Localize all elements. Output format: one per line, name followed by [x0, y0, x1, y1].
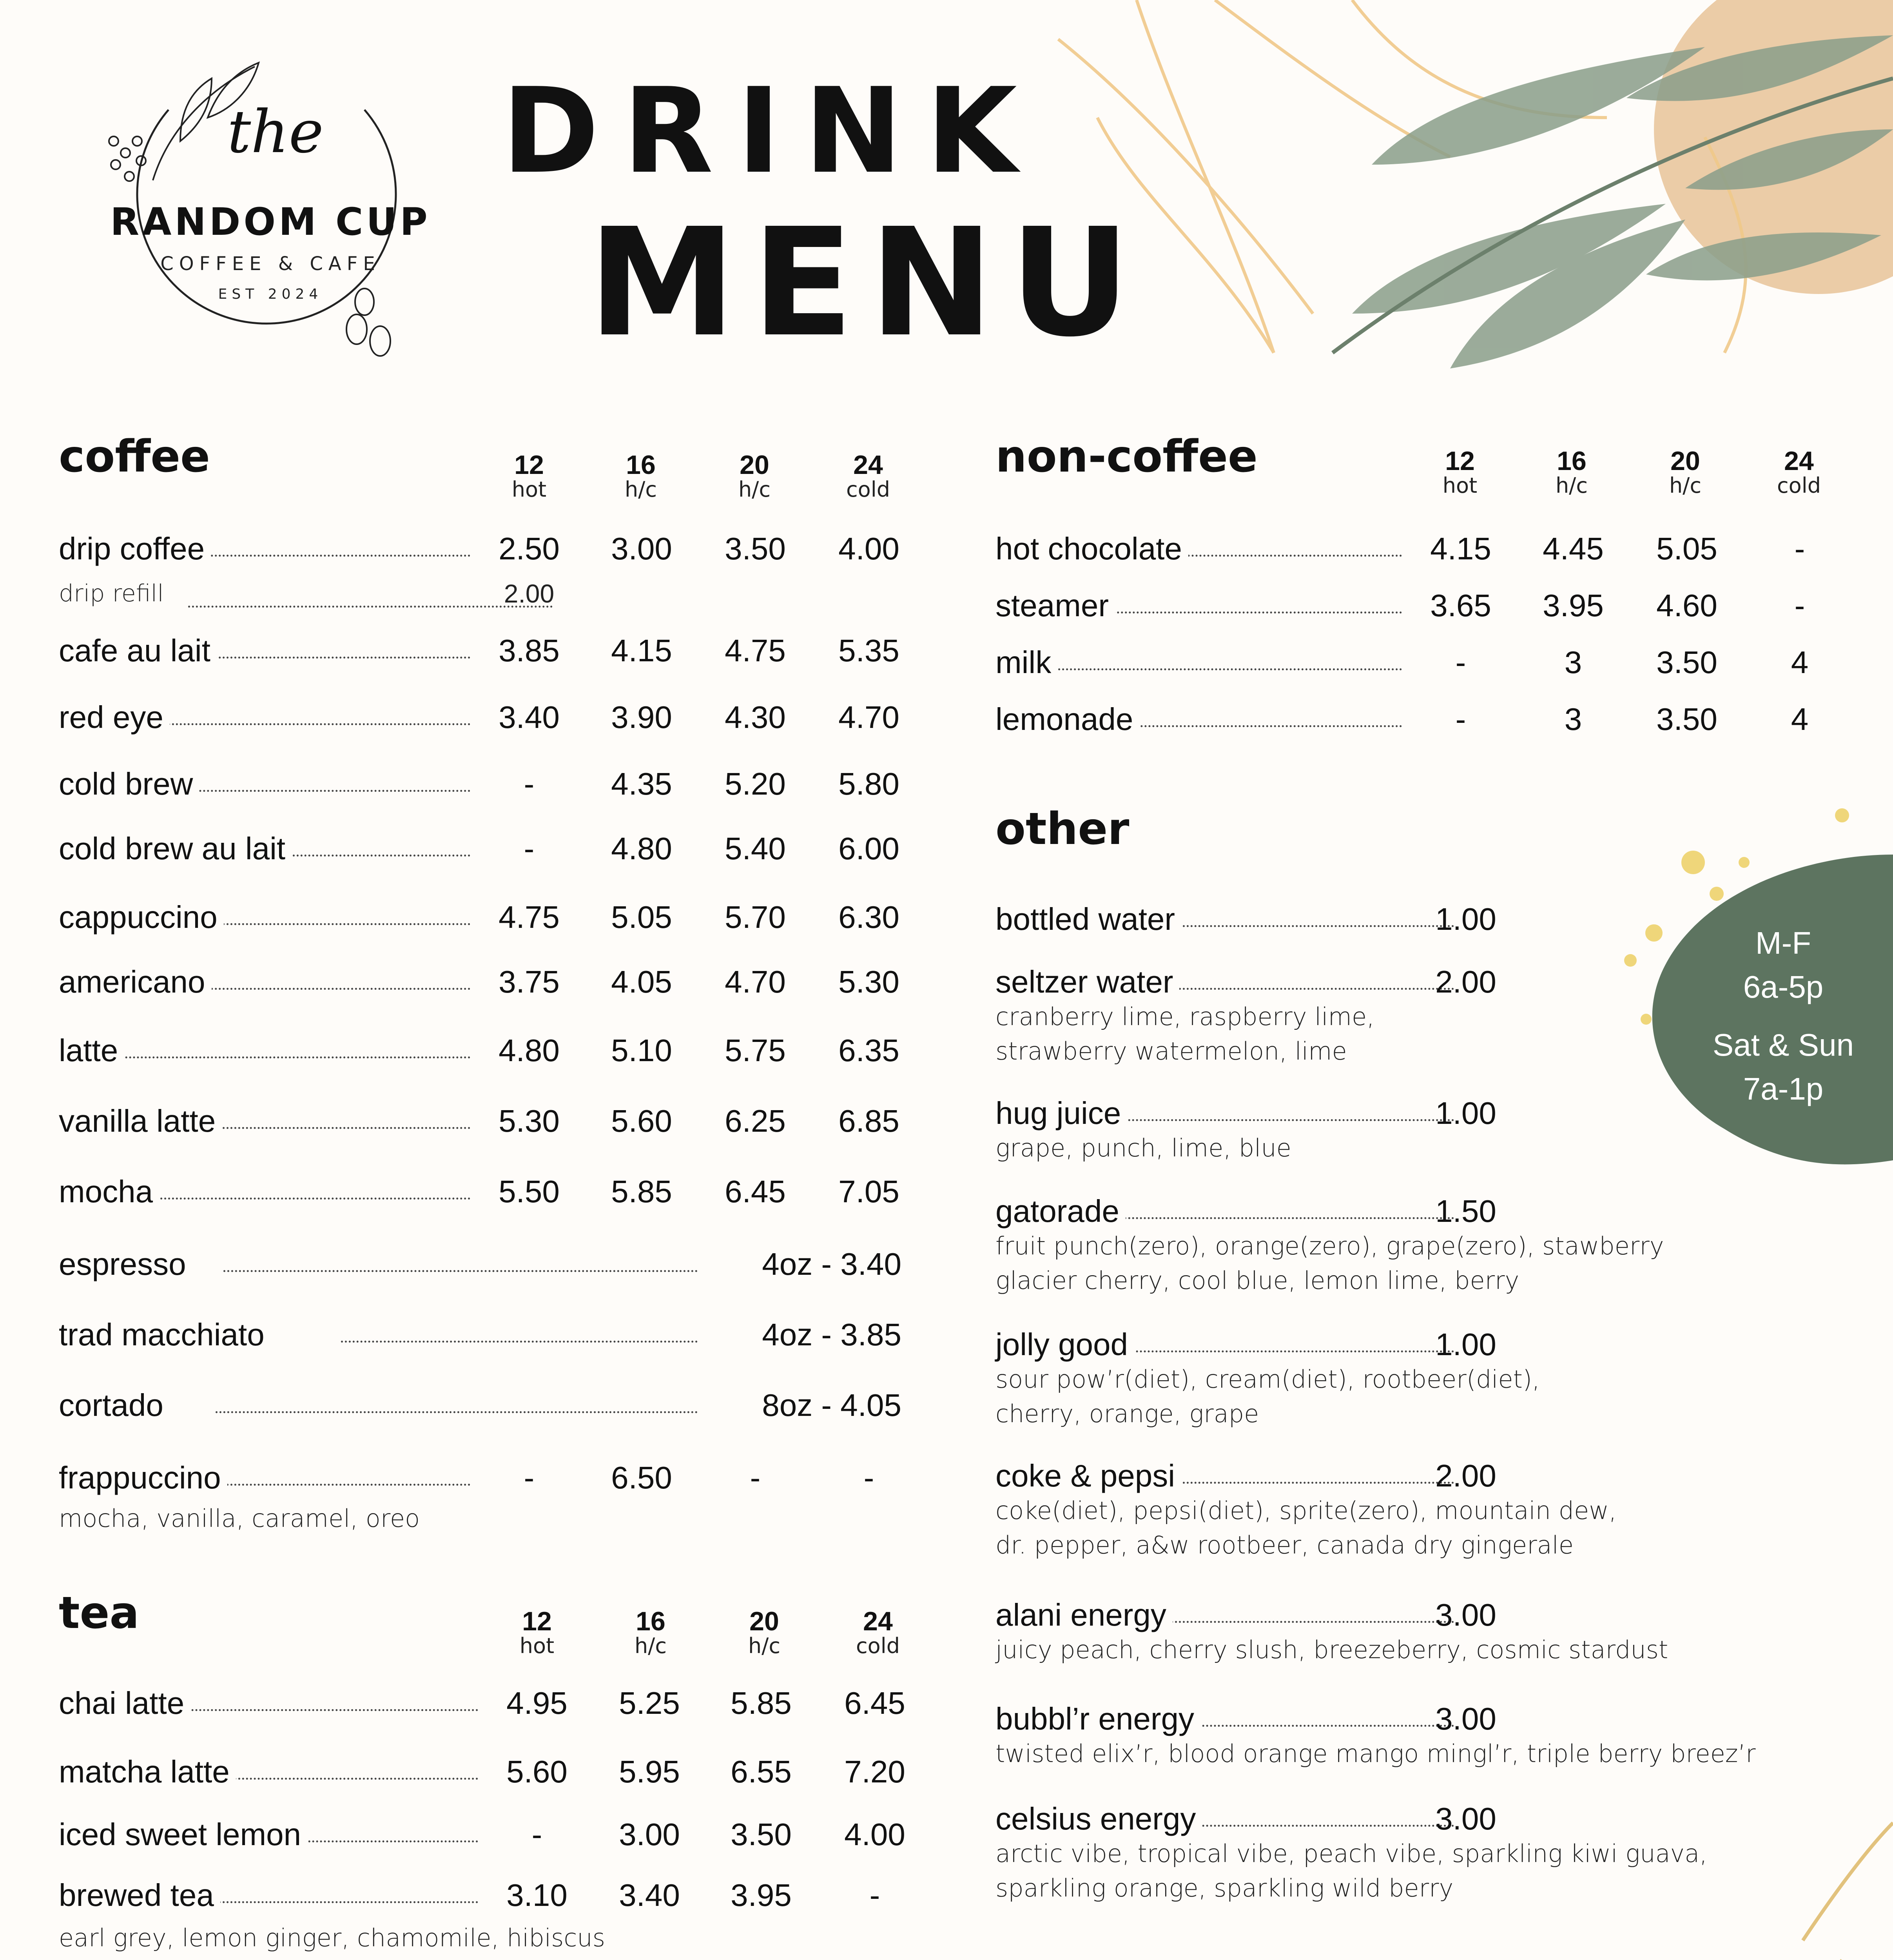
item-price: - — [524, 766, 535, 801]
logo-est: EST 2024 — [218, 286, 323, 302]
item-name: cappuccino — [59, 900, 224, 935]
item-name: hot chocolate — [995, 531, 1188, 566]
leader-dots — [223, 1270, 698, 1272]
title-drink: DRINK — [502, 63, 1041, 200]
leader-dots — [106, 1198, 470, 1200]
item-price: 5.95 — [619, 1754, 680, 1789]
menu-item-coke-pepsi — [995, 1458, 1819, 1494]
item-price: 4.70 — [725, 964, 786, 999]
item-name: brewed tea — [59, 1878, 220, 1913]
item-price: 3.50 — [731, 1817, 792, 1852]
menu-item-cappuccino — [59, 900, 901, 935]
item-price: 2.00 — [1435, 964, 1496, 999]
item-price: 4.15 — [1430, 531, 1491, 566]
coffee-col-16: 16 h/c — [624, 450, 657, 502]
coffee-col-20: 20 h/c — [738, 450, 771, 502]
item-price: - — [869, 1878, 880, 1913]
item-price: 4.00 — [838, 531, 899, 566]
item-price: 3.50 — [1656, 645, 1717, 680]
item-price: 4oz - 3.85 — [762, 1317, 901, 1352]
item-price: 4.30 — [725, 700, 786, 735]
hours-weekday-time: 6a-5p — [1743, 969, 1824, 1004]
brewed-tea-flavors: earl grey, lemon ginger, chamomile, hibiscus — [59, 1924, 606, 1952]
item-price: 3.65 — [1430, 588, 1491, 623]
item-price: 5.85 — [611, 1174, 672, 1209]
item-price: - — [524, 831, 535, 866]
item-price: 3.95 — [731, 1878, 792, 1913]
item-price: 5.25 — [619, 1686, 680, 1720]
menu-item-bubbl-r-energy — [995, 1701, 1819, 1737]
item-price: 3.10 — [506, 1878, 568, 1913]
item-price: 3.85 — [499, 633, 560, 668]
item-description: arctic vibe, tropical vibe, peach vibe, sparkling kiwi guava, — [995, 1839, 1707, 1868]
item-price: 6.45 — [725, 1174, 786, 1209]
item-name: cold brew — [59, 766, 199, 802]
leader-dots — [341, 1341, 698, 1343]
noncoffee-col-16: 16 h/c — [1555, 446, 1588, 498]
frappuccino-flavors: mocha, vanilla, caramel, oreo — [59, 1504, 420, 1533]
menu-item-red-eye — [59, 700, 901, 735]
item-description: sparkling orange, sparkling wild berry — [995, 1874, 1454, 1902]
menu-item-cortado — [59, 1388, 901, 1423]
menu-item-hot-chocolate — [995, 531, 1858, 566]
logo-name: RANDOM CUP — [110, 200, 431, 244]
item-price: 4.70 — [838, 700, 899, 735]
item-price: 3.95 — [1543, 588, 1604, 623]
menu-item-lemonade — [995, 702, 1858, 737]
item-price: 3.50 — [1656, 702, 1717, 737]
item-name: seltzer water — [995, 964, 1179, 1000]
menu-item-alani-energy — [995, 1597, 1819, 1633]
item-name: bottled water — [995, 902, 1181, 937]
menu-item-chai-latte — [59, 1686, 905, 1721]
item-price: 4.05 — [611, 964, 672, 999]
menu-item-hug-juice — [995, 1096, 1819, 1131]
noncoffee-title: non-coffee — [995, 431, 1258, 482]
menu-item-brewed-tea — [59, 1878, 901, 1913]
item-description: dr. pepper, a&w rootbeer, canada dry gingerale — [995, 1531, 1574, 1559]
hours-weekend-days: Sat & Sun — [1712, 1027, 1854, 1062]
item-price: 1.00 — [1435, 902, 1496, 936]
menu-item-frappuccino — [59, 1460, 901, 1495]
menu-item-gatorade — [995, 1194, 1819, 1229]
item-price: 4.35 — [611, 766, 672, 801]
item-price: 1.50 — [1435, 1194, 1496, 1229]
item-price: 6.35 — [838, 1033, 899, 1068]
menu-item-milk — [995, 645, 1858, 680]
tea-col-12: 12 hot — [519, 1606, 555, 1658]
logo-script: the — [227, 98, 324, 166]
title-menu: MENU — [588, 196, 1146, 370]
item-name: iced sweet lemon — [59, 1817, 307, 1852]
item-name: americano — [59, 964, 212, 1000]
item-name: lemonade — [995, 702, 1139, 737]
item-price: 2.50 — [499, 531, 560, 566]
item-price: 4.45 — [1543, 531, 1604, 566]
item-name: trad macchiato — [59, 1317, 271, 1352]
coffee-col-24: 24 cold — [846, 450, 890, 502]
item-price: 3 — [1564, 702, 1582, 737]
item-name: vanilla latte — [59, 1103, 222, 1139]
item-price: - — [531, 1817, 542, 1852]
menu-item-seltzer-water — [995, 964, 1819, 1000]
item-name: drip coffee — [59, 531, 211, 566]
item-name: espresso — [59, 1247, 192, 1282]
item-price: 5.60 — [506, 1754, 568, 1789]
leader-dots — [1043, 668, 1402, 670]
tea-col-16: 16 h/c — [634, 1606, 667, 1658]
item-price: 3.00 — [1435, 1701, 1496, 1736]
item-name: cafe au lait — [59, 633, 217, 668]
item-price: 4.95 — [506, 1686, 568, 1720]
item-price: 3.40 — [619, 1878, 680, 1913]
item-name: milk — [995, 645, 1057, 680]
item-price: 5.50 — [499, 1174, 560, 1209]
leader-dots — [216, 1411, 698, 1413]
menu-item-matcha-latte — [59, 1754, 905, 1789]
menu-item-cafe-au-lait — [59, 633, 901, 668]
coffee-col-12: 12 hot — [511, 450, 547, 502]
item-price: 5.30 — [838, 964, 899, 999]
logo — [90, 31, 443, 368]
menu-item-trad-macchiato — [59, 1317, 901, 1352]
item-price: 4.15 — [611, 633, 672, 668]
item-price: 4 — [1791, 645, 1809, 680]
item-name: latte — [59, 1033, 124, 1068]
item-name: matcha latte — [59, 1754, 236, 1789]
item-price: 3.00 — [611, 531, 672, 566]
item-description: sour pow’r(diet), cream(diet), rootbeer(diet), — [995, 1365, 1540, 1394]
item-price: 5.05 — [611, 900, 672, 935]
item-price: - — [1794, 588, 1805, 623]
item-price: 3.40 — [499, 700, 560, 735]
item-price: 1.00 — [1435, 1327, 1496, 1362]
item-price: 4 — [1791, 702, 1809, 737]
item-price: 3 — [1564, 645, 1582, 680]
item-price: 5.40 — [725, 831, 786, 866]
item-name: bubbl’r energy — [995, 1701, 1200, 1737]
menu-item-vanilla-latte — [59, 1103, 901, 1139]
item-price: 5.80 — [838, 766, 899, 801]
item-price: 7.05 — [838, 1174, 899, 1209]
tea-col-24: 24 cold — [856, 1606, 900, 1658]
item-price: 4.60 — [1656, 588, 1717, 623]
item-price: 5.85 — [731, 1686, 792, 1720]
item-description: strawberry watermelon, lime — [995, 1037, 1347, 1065]
leader-dots — [106, 1056, 470, 1058]
item-price: - — [750, 1460, 761, 1495]
item-price: - — [1455, 702, 1466, 737]
menu-item-cold-brew — [59, 766, 901, 802]
item-description: twisted elix’r, blood orange mango mingl’r, triple berry breez’r — [995, 1739, 1756, 1768]
item-price: 6.50 — [611, 1460, 672, 1495]
item-price: - — [1794, 531, 1805, 566]
item-name: cortado — [59, 1388, 170, 1423]
item-name: celsius energy — [995, 1801, 1202, 1837]
item-name: steamer — [995, 588, 1115, 623]
item-name: jolly good — [995, 1327, 1134, 1362]
item-price: 5.35 — [838, 633, 899, 668]
item-price: 4.80 — [611, 831, 672, 866]
item-price: 5.30 — [499, 1103, 560, 1138]
menu-item-mocha — [59, 1174, 901, 1209]
item-price: 1.00 — [1435, 1096, 1496, 1131]
logo-tagline: COFFEE & CAFE — [160, 253, 381, 275]
menu-item-americano — [59, 964, 901, 1000]
item-price: 4.00 — [844, 1817, 905, 1852]
item-price: 5.70 — [725, 900, 786, 935]
item-price: 4.75 — [499, 900, 560, 935]
menu-item-espresso — [59, 1247, 901, 1282]
item-price: 3.00 — [1435, 1597, 1496, 1632]
item-price: 5.05 — [1656, 531, 1717, 566]
item-description: juicy peach, cherry slush, breezeberry, cosmic stardust — [995, 1635, 1668, 1664]
item-name: gatorade — [995, 1194, 1126, 1229]
item-price: 5.20 — [725, 766, 786, 801]
item-description: glacier cherry, cool blue, lemon lime, berry — [995, 1266, 1519, 1295]
item-price: 3.50 — [725, 531, 786, 566]
menu-item-steamer — [995, 588, 1858, 623]
item-price: - — [863, 1460, 874, 1495]
item-name: red eye — [59, 700, 170, 735]
menu-item-jolly-good — [995, 1327, 1819, 1362]
item-name: cold brew au lait — [59, 831, 292, 866]
item-description: grape, punch, lime, blue — [995, 1134, 1291, 1162]
menu-item-cold-brew-au-lait — [59, 831, 901, 866]
tea-col-20: 20 h/c — [748, 1606, 781, 1658]
item-name: chai latte — [59, 1686, 190, 1721]
item-name: alani energy — [995, 1597, 1173, 1633]
item-price: 5.10 — [611, 1033, 672, 1068]
noncoffee-col-12: 12 hot — [1442, 446, 1478, 498]
item-price: - — [1455, 645, 1466, 680]
item-price: 6.45 — [844, 1686, 905, 1720]
drip-refill-price: 2.00 — [504, 579, 555, 608]
item-price: 6.00 — [838, 831, 899, 866]
item-name: coke & pepsi — [995, 1458, 1181, 1494]
item-price: 8oz - 4.05 — [762, 1388, 901, 1423]
tea-title: tea — [59, 1588, 140, 1639]
item-name: frappuccino — [59, 1460, 227, 1495]
coffee-title: coffee — [59, 431, 210, 482]
item-price: 5.75 — [725, 1033, 786, 1068]
noncoffee-col-20: 20 h/c — [1669, 446, 1702, 498]
item-price: 7.20 — [844, 1754, 905, 1789]
item-price: 6.85 — [838, 1103, 899, 1138]
item-price: 6.55 — [731, 1754, 792, 1789]
item-name: mocha — [59, 1174, 159, 1209]
item-price: 3.00 — [619, 1817, 680, 1852]
item-price: - — [524, 1460, 535, 1495]
drip-refill-label: drip refill — [59, 580, 164, 607]
menu-item-iced-sweet-lemon — [59, 1817, 905, 1852]
item-description: cranberry lime, raspberry lime, — [995, 1002, 1374, 1031]
item-price: 6.30 — [838, 900, 899, 935]
menu-item-latte — [59, 1033, 901, 1068]
hours — [1685, 921, 1881, 1111]
hours-weekday-days: M-F — [1755, 926, 1811, 960]
item-price: 4.80 — [499, 1033, 560, 1068]
menu-item-drip-coffee — [59, 531, 901, 566]
item-price: 4.75 — [725, 633, 786, 668]
other-title: other — [995, 804, 1130, 855]
item-description: fruit punch(zero), orange(zero), grape(zero), stawberry — [995, 1232, 1664, 1260]
item-description: cherry, orange, grape — [995, 1399, 1259, 1428]
item-price: 4oz - 3.40 — [762, 1247, 901, 1281]
item-price: 2.00 — [1435, 1458, 1496, 1493]
item-price: 5.60 — [611, 1103, 672, 1138]
hours-weekend-time: 7a-1p — [1743, 1071, 1824, 1106]
noncoffee-col-24: 24 cold — [1777, 446, 1821, 498]
item-price: 6.25 — [725, 1103, 786, 1138]
item-description: coke(diet), pepsi(diet), sprite(zero), mountain dew, — [995, 1496, 1617, 1525]
menu-item-bottled-water — [995, 902, 1819, 937]
item-price: 3.75 — [499, 964, 560, 999]
menu-item-celsius-energy — [995, 1801, 1819, 1837]
item-name: hug juice — [995, 1096, 1127, 1131]
item-price: 3.90 — [611, 700, 672, 735]
item-price: 3.00 — [1435, 1801, 1496, 1836]
